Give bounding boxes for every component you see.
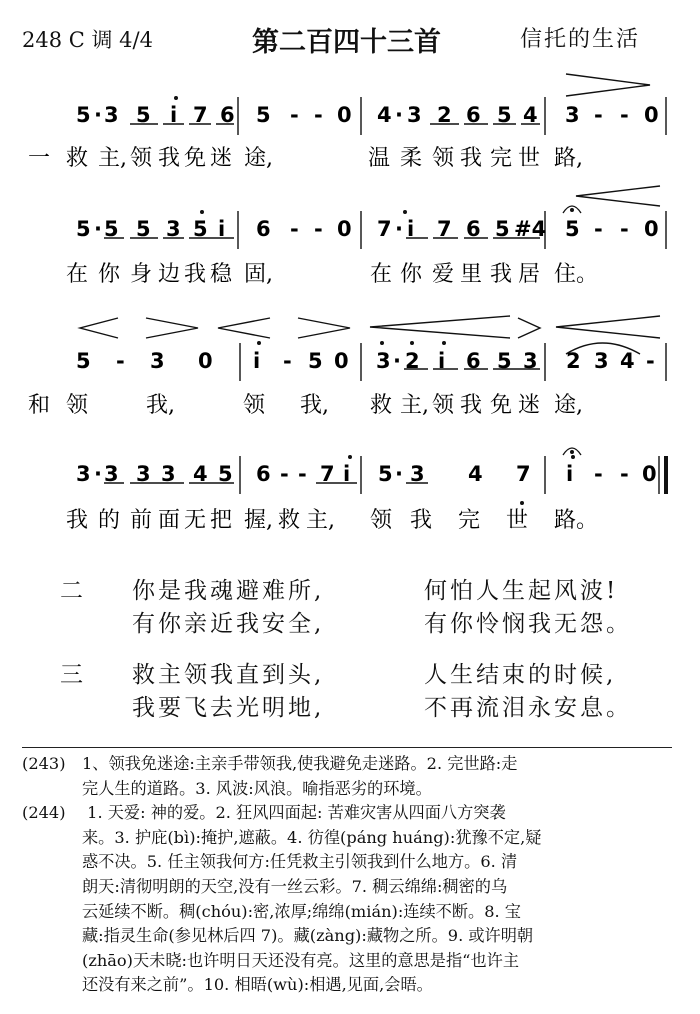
score-note: - [314,217,323,241]
score-note: 3 [407,103,422,127]
score-note: 5 [136,103,151,127]
score-lyric: 我 [460,393,483,418]
score-note: 3 [594,349,609,373]
verse-number: 二 [60,578,83,604]
score-note: · [393,349,401,373]
score-note: 3 [523,349,538,373]
score-lyric: 我 [184,262,207,287]
score-note: 0 [198,349,213,373]
score-lyric: 你 [400,262,423,287]
verse-line: 何怕人生起风波! [424,578,619,604]
score-note: 5 [76,103,91,127]
score-lyric: 前 [130,508,153,533]
score-note: 5 [76,217,91,241]
hymn-title: 第二百四十三首 [252,27,441,58]
score-note: 6 [466,217,481,241]
score-note: 7 [516,462,531,486]
score-note: 3 [166,217,181,241]
score-lyric: 温 [368,146,391,171]
score-note: 7 [320,462,335,486]
footnote-line: 惑不决。5. 任主领我何方:任凭救主引领我到什么地方。6. 清 [82,852,518,872]
score-lyric: 边 [158,262,181,287]
score-lyric: 固, [244,262,273,287]
score-lyric: 住。 [554,262,599,287]
footnote-divider [22,747,672,748]
score-note: 4 [468,462,483,486]
score-note: 0 [644,103,659,127]
verse-line: 我要飞去光明地, [132,695,325,721]
score-note: 7 [437,217,452,241]
score-note: - [594,462,603,486]
footnote-line: 藏:指灵生命(参见林后四 7)。藏(zàng):藏物之所。9. 或许明朝 [82,926,534,946]
score-lyric: 我 [460,146,483,171]
score-lyric: 领 [432,393,455,418]
score-note: 3 [410,462,425,486]
score-lyric: 迷 [518,393,541,418]
score-note: - [620,462,629,486]
score-lyric: 主, [98,146,127,171]
score-note: 3 [150,349,165,373]
footnote-line: (zhāo)天未晓:也许明日天还没有亮。这里的意思是指“也许主 [82,950,520,970]
score-lyric: 一 [28,146,51,171]
score-note: · [395,462,403,486]
score-lyric: 面 [158,508,181,533]
score-lyric: 在 [66,262,89,287]
score-note: 0 [642,462,657,486]
score-lyric: 领 [130,146,153,171]
score-note: 7 [377,217,392,241]
verse-line: 有你亲近我安全, [132,611,325,637]
score-note: - [290,217,299,241]
score-note: 5 [378,462,393,486]
score-lyric: 路。 [554,508,599,533]
verse-line: 不再流泪永安息。 [424,695,632,721]
score-lyric: 里 [460,262,483,287]
score-note: - [314,103,323,127]
score-note: · [94,462,102,486]
score-note: 2 [566,349,581,373]
score-note: 5 [497,349,512,373]
score-lyric: 稳 [210,262,233,287]
score-note: · [94,217,102,241]
score-note: 4 [377,103,392,127]
footnote-line: (243) 1、领我免迷途:主亲手带领我,使我避免走迷路。2. 完世路:走 [22,752,680,777]
verse-line: 你是我魂避难所, [132,578,325,604]
score-note: 0 [337,103,352,127]
score-note: i [438,349,446,373]
footnote-line: 来。3. 护庇(bì):掩护,遮蔽。4. 彷徨(páng huáng):犹豫不定,疑 [82,827,542,847]
footnote-index: (243) [22,754,66,773]
score-note: 3 [161,462,176,486]
score-line-3-notes [76,349,655,373]
footnote-line: 完人生的道路。3. 风波:风浪。喻指恶劣的环境。 [82,778,432,798]
score-lyric: 路, [554,146,583,171]
score-lyric: 世 [506,508,529,533]
score-lyric: 途, [554,393,583,418]
score-lyric: 我 [410,508,433,533]
score-note: · [395,103,403,127]
score-lyric: 我 [66,508,89,533]
score-note: 6 [466,103,481,127]
score-note: · [395,217,403,241]
score-lyric: 我, [146,393,175,418]
score-note: 5 [193,217,208,241]
score-lyric: 把 [210,508,233,533]
score-line-4-lyrics [66,508,598,533]
score-note: 7 [193,103,208,127]
verse-line: 救主领我直到头, [132,662,325,688]
score-note: 2 [405,349,420,373]
score-lyric: 完 [458,508,481,533]
score-note: 6 [256,217,271,241]
score-note: 5 [256,103,271,127]
footnote-line: 还没有来之前”。10. 相晤(wù):相遇,见面,会晤。 [82,975,433,995]
footnote-line: (244) 1. 天爱: 神的爱。2. 狂风四面起: 苦难灾害从四面八方突袭 [22,801,680,826]
score-lyric: 居 [518,262,541,287]
footnote-index: (244) [22,803,66,823]
score-note: 3 [565,103,580,127]
score-lyric: 和 [28,393,51,418]
score-lyric: 领 [243,393,266,418]
score-lyric: 的 [98,508,121,533]
verse-line: 有你怜悯我无怨。 [424,611,632,637]
hymn-number-key-time: 248 C 调 4/4 [22,28,153,52]
score-lyric: 完 [490,146,513,171]
score-note: 5 [218,462,233,486]
score-note: - [290,103,299,127]
score-lyric: 身 [130,262,153,287]
score-note: - [646,349,655,373]
score-lyric: 我 [490,262,513,287]
score-lyric: 主, [400,393,429,418]
score-lyric: 世 [518,146,541,171]
score-lyric: 在 [370,262,393,287]
score-note: i [253,349,261,373]
score-lyric: 你 [98,262,121,287]
footnotes [22,752,680,998]
score-lyric: 领 [370,508,393,533]
score-note: 3 [104,103,119,127]
score-note: - [116,349,125,373]
score-note: - [283,349,292,373]
score-lyric: 我, [300,393,329,418]
footnote-line: 朗天:清彻明朗的天空,没有一丝云彩。7. 稠云绵绵:稠密的乌 [82,876,508,896]
score-note: 5 [495,217,510,241]
score-lyric: 柔 [400,146,423,171]
score-lyric: 爱 [432,262,455,287]
score-note: 4 [523,103,538,127]
score-note: 5 [136,217,151,241]
score-lyric: 免 [184,146,207,171]
score-note: - [594,217,603,241]
score-note: 3 [376,349,391,373]
score-note: 4 [193,462,208,486]
score-note: i [218,217,226,241]
score-note: 2 [437,103,452,127]
score-lyric: 领 [66,393,89,418]
score-note: 5 [104,217,119,241]
score-line-3-lyrics [28,393,583,418]
verse-number: 三 [60,662,83,688]
score-lyric: 领 [432,146,455,171]
score-note: - [298,462,307,486]
score-lyric: 我 [158,146,181,171]
score-note: 6 [466,349,481,373]
score-note: 5 [565,217,580,241]
score-line-1-lyrics [28,146,583,171]
score-line-2-lyrics [66,262,598,287]
score-note: - [594,103,603,127]
score-note: - [280,462,289,486]
score-lyric: 救 [66,146,89,171]
score-lyric: 迷 [210,146,233,171]
score-note: 0 [337,217,352,241]
score-note: - [620,103,629,127]
score-lyric: 主, [306,508,335,533]
score-lyric: 救 [370,393,393,418]
score-lyric: 免 [490,393,513,418]
score-note: i [343,462,351,486]
score-lyric: 途, [244,146,273,171]
score-note: 5 [308,349,323,373]
score-note: 3 [136,462,151,486]
score-note: 0 [644,217,659,241]
score-note: 3 [104,462,119,486]
score-note: 5 [497,103,512,127]
score-lyric: 无 [184,508,207,533]
score-note: i [566,462,574,486]
score-note: 0 [334,349,349,373]
score-note: 6 [220,103,235,127]
score-note: · [94,103,102,127]
score-note: i [407,217,415,241]
hymn-category: 信托的生活 [520,27,641,52]
score-line-4-notes [76,462,657,486]
footnote-line: 云延续不断。稠(chóu):密,浓厚;绵绵(mián):连续不断。8. 宝 [82,901,521,921]
score-note: 4 [620,349,635,373]
score-lyric: 握, [244,508,273,533]
score-lyric: 救 [278,508,301,533]
score-note: 3 [76,462,91,486]
score-note: i [170,103,178,127]
verse-line: 人生结束的时候, [424,662,617,688]
score-note: 6 [256,462,271,486]
score-note: 5 [76,349,91,373]
score-note: #4 [514,217,547,241]
score-note: - [620,217,629,241]
